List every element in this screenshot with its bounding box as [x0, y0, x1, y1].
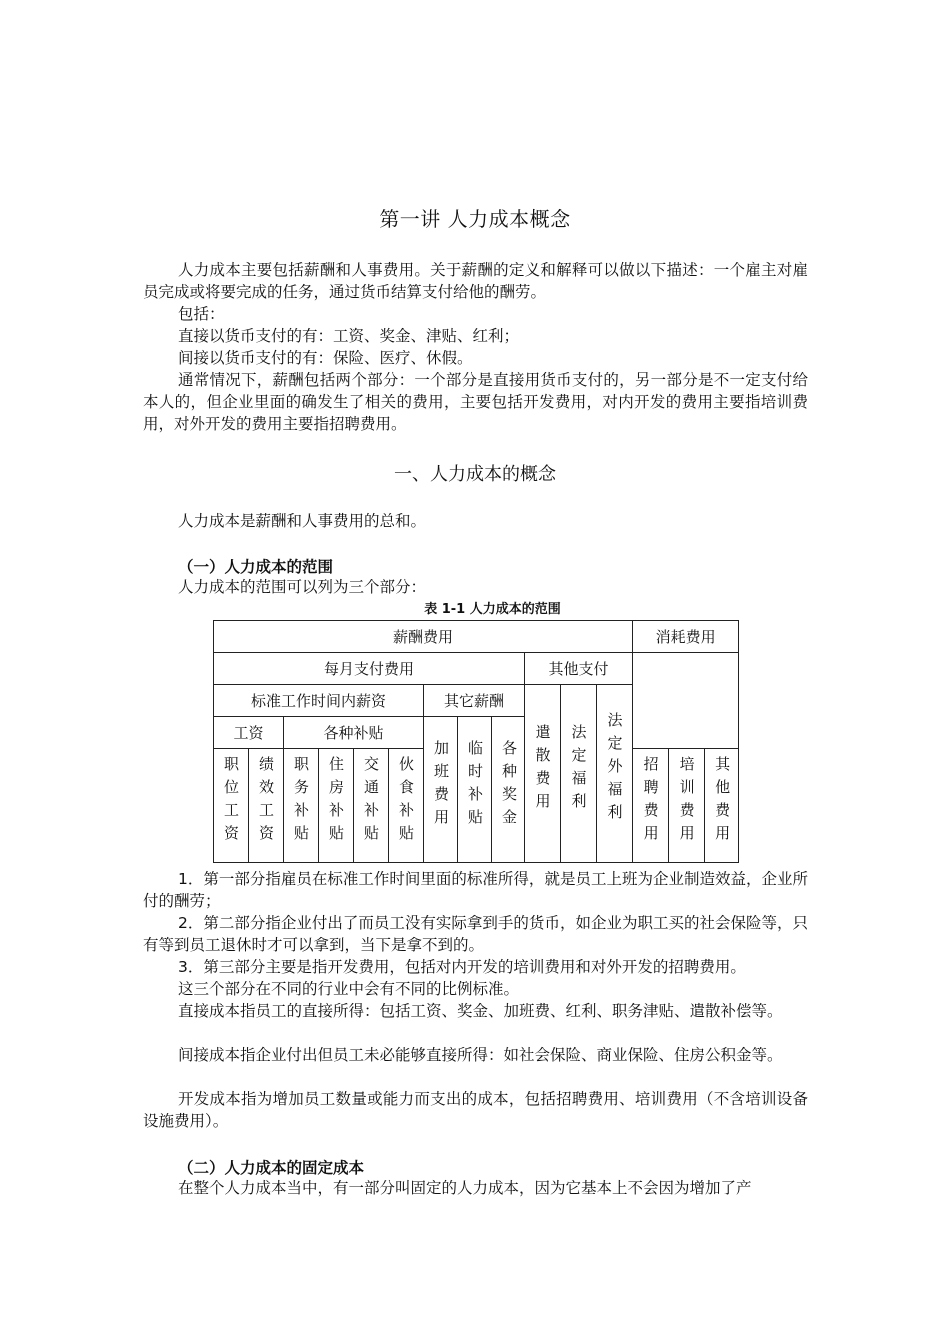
col-bonus: 各种奖金: [492, 717, 525, 863]
intro-paragraph-1: 人力成本主要包括薪酬和人事费用。关于薪酬的定义和解释可以做以下描述：一个雇主对雇员完成或将要完成的任务，通过货币结算支付给他的酬劳。: [143, 261, 808, 301]
col-meal-allowance: 伙食补贴: [389, 749, 424, 863]
subsection-heading-2: （二）人力成本的固定成本: [178, 1159, 365, 1177]
col-other-costs: 其他费用: [705, 749, 739, 863]
col-legal-welfare: 法定福利: [561, 685, 597, 863]
header-salary: 薪酬费用: [214, 621, 633, 653]
item-1: 1．第一部分指雇员在标准工作时间里面的标准所得，就是员工上班为企业制造效益，企业所付的酬劳；: [143, 870, 808, 910]
definition-paragraph: 人力成本是薪酬和人事费用的总和。: [178, 512, 427, 530]
intro-paragraph-3: 直接以货币支付的有：工资、奖金、津贴、红利；: [178, 327, 520, 345]
section-heading: 一、人力成本的概念: [394, 464, 556, 485]
indirect-cost-paragraph: 间接成本指企业付出但员工未必能够直接所得：如社会保险、商业保险、住房公积金等。: [178, 1046, 783, 1064]
intro-paragraph-2: 包括：: [178, 305, 225, 323]
intro-paragraph-4: 间接以货币支付的有：保险、医疗、休假。: [178, 349, 473, 367]
item-4: 这三个部分在不同的行业中会有不同的比例标准。: [178, 980, 520, 998]
col-temp-allowance: 临时补贴: [458, 717, 492, 863]
col-position-wage: 职位工资: [214, 749, 249, 863]
subsection-intro: 人力成本的范围可以列为三个部分：: [178, 578, 427, 596]
col-transport-allowance: 交通补贴: [354, 749, 389, 863]
header-standard: 标准工作时间内薪资: [214, 685, 424, 717]
col-severance: 遣散费用: [525, 685, 561, 863]
intro-paragraph-5: 通常情况下，薪酬包括两个部分：一个部分是直接用货币支付的，另一部分是不一定支付给本人的，但企业里面的确发生了相关的费用，主要包括开发费用，对内开发的费用主要指培训费用，对外开发的费用主要指招聘费用。: [143, 371, 808, 433]
subsection-heading-1: （一）人力成本的范围: [178, 558, 334, 576]
item-2: 2．第二部分指企业付出了而员工没有实际拿到手的货币，如企业为职工买的社会保险等，只有等到员工退休时才可以拿到，当下是拿不到的。: [143, 914, 808, 954]
header-other-salary: 其它薪酬: [424, 685, 525, 717]
cost-range-table: [213, 620, 739, 863]
development-cost-paragraph: 开发成本指为增加员工数量或能力而支出的成本，包括招聘费用、培训费用（不含培训设备设施费用）。: [143, 1090, 808, 1130]
direct-cost-paragraph: 直接成本指员工的直接所得：包括工资、奖金、加班费、红利、职务津贴、遣散补偿等。: [178, 1002, 783, 1020]
table-caption: 表 1-1 人力成本的范围: [424, 602, 561, 617]
col-recruitment: 招聘费用: [633, 749, 669, 863]
header-consumption: 消耗费用: [633, 621, 739, 653]
item-3: 3．第三部分主要是指开发费用，包括对内开发的培训费用和对外开发的招聘费用。: [178, 958, 746, 976]
col-duty-allowance: 职务补贴: [284, 749, 319, 863]
header-other-pay: 其他支付: [525, 653, 633, 685]
col-overtime: 加班费用: [424, 717, 458, 863]
col-housing-allowance: 住房补贴: [319, 749, 354, 863]
empty-consumption-cell: [633, 653, 739, 749]
col-training: 培训费用: [669, 749, 705, 863]
col-extra-welfare: 法定外福利: [597, 685, 633, 863]
fixed-cost-paragraph: 在整个人力成本当中，有一部分叫固定的人力成本，因为它基本上不会因为增加了产: [178, 1179, 752, 1197]
col-performance-wage: 绩效工资: [249, 749, 284, 863]
header-monthly: 每月支付费用: [214, 653, 525, 685]
header-allowances: 各种补贴: [284, 717, 424, 749]
header-wage: 工资: [214, 717, 284, 749]
page-title: 第一讲 人力成本概念: [379, 207, 571, 231]
